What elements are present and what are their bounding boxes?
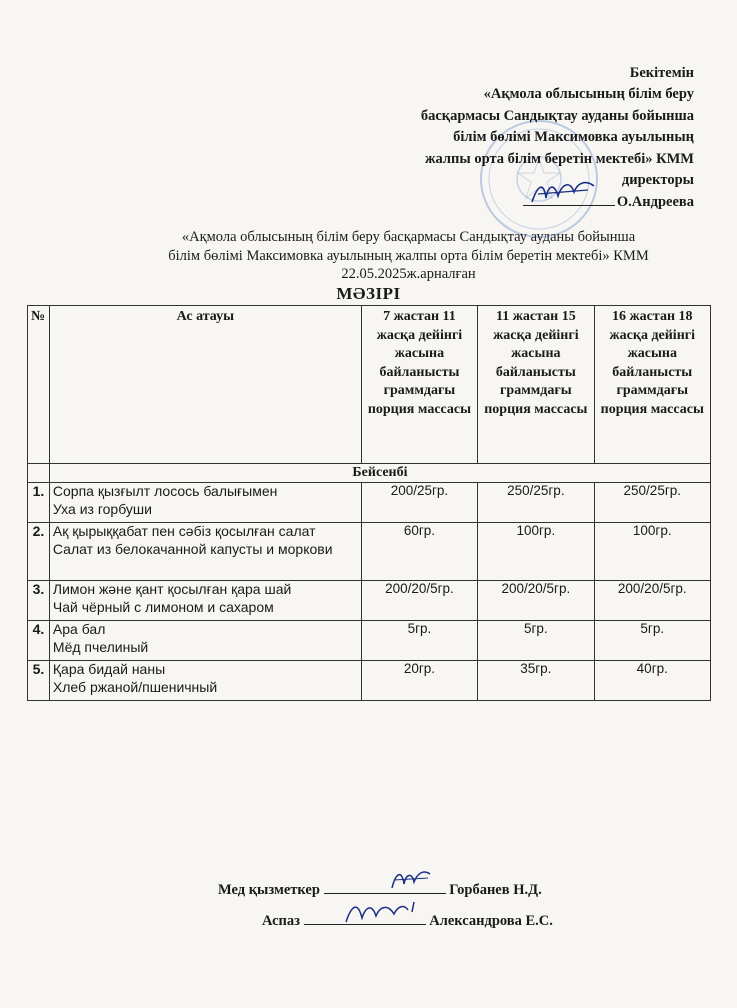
dish-name-ru: Хлеб ржаной/пшеничный — [52, 678, 218, 695]
portion-16-18: 200/20/5гр. — [594, 581, 710, 621]
dish-name — [49, 621, 361, 661]
dish-name — [49, 661, 361, 701]
day-label: Бейсенбі — [49, 464, 710, 483]
portion-7-11: 20гр. — [361, 661, 477, 701]
row-number: 5. — [28, 661, 50, 701]
dish-name-ru: Чай чёрный с лимоном и сахаром — [52, 598, 274, 615]
director-signature — [528, 176, 598, 210]
dish-name — [49, 581, 361, 621]
dish-name — [49, 523, 361, 581]
table-row — [28, 581, 711, 621]
approval-line: білім бөлімі Максимовка ауылының — [453, 129, 694, 146]
nurse-label: Мед қызметкер — [218, 882, 320, 898]
portion-11-15: 100гр. — [478, 523, 594, 581]
row-number: 1. — [28, 483, 50, 523]
org-line-2: білім бөлімі Максимовка ауылының жалпы орта білім беретін мектебі» КММ — [168, 247, 649, 264]
approval-line: басқармасы Сандықтау ауданы бойынша — [420, 107, 694, 124]
portion-7-11: 200/20/5гр. — [361, 581, 477, 621]
dish-name-ru: Мёд пчелиный — [52, 638, 149, 655]
dish-name-ru: Салат из белокачанной капусты и моркови — [52, 540, 333, 557]
org-line-1: «Ақмола облысының білім беру басқармасы Сандықтау ауданы бойынша — [181, 229, 636, 245]
menu-title: МӘЗІРІ — [336, 284, 401, 303]
portion-11-15: 250/25гр. — [478, 483, 594, 523]
row-number: 2. — [28, 523, 50, 581]
table-row — [28, 621, 711, 661]
dish-name-kz: Сорпа қызғылт лосось балығымен — [52, 483, 278, 499]
dish-name — [49, 483, 361, 523]
row-number: 3. — [28, 581, 50, 621]
table-row — [28, 523, 711, 581]
approval-line: жалпы орта білім беретін мектебі» КММ — [425, 150, 694, 167]
cook-signature-line — [262, 910, 737, 930]
cook-name: Александрова Е.С. — [429, 913, 553, 929]
portion-11-15: 35гр. — [478, 661, 594, 701]
approval-line: «Ақмола облысының білім беру — [483, 86, 694, 103]
portion-7-11: 5гр. — [361, 621, 477, 661]
dish-name-ru: Уха из горбуши — [52, 500, 152, 517]
row-number: 4. — [28, 621, 50, 661]
portion-7-11: 200/25гр. — [361, 483, 477, 523]
table-row — [28, 483, 711, 523]
menu-table — [27, 305, 711, 701]
cook-label: Аспаз — [262, 913, 300, 929]
dish-name-kz: Лимон және қант қосылған қара шай — [52, 581, 292, 597]
header-name: Ас атауы — [49, 306, 361, 464]
header-col-7-11: 7 жастан 11 жасқа дейінгі жасына байланысты граммдағы порция массасы — [361, 306, 477, 464]
date-line: 22.05.2025ж.арналған — [341, 266, 476, 283]
dish-name-kz: Қара бидай наны — [52, 661, 166, 677]
table-row — [28, 661, 711, 701]
approval-line: директоры — [621, 172, 694, 189]
dish-name-kz: Ақ қырыққабат пен сәбіз қосылған салат — [52, 523, 316, 539]
director-name: О.Андреева — [616, 194, 694, 211]
portion-11-15: 5гр. — [478, 621, 594, 661]
cook-signature — [342, 898, 420, 928]
portion-7-11: 60гр. — [361, 523, 477, 581]
approval-line: Бекітемін — [629, 65, 694, 81]
header-col-11-15: 11 жастан 15 жасқа дейінгі жасына байланысты граммдағы порция массасы — [478, 306, 594, 464]
header-col-16-18: 16 жастан 18 жасқа дейінгі жасына байланысты граммдағы порция массасы — [594, 306, 710, 464]
portion-16-18: 5гр. — [594, 621, 710, 661]
header-no: № — [28, 306, 50, 464]
portion-16-18: 40гр. — [594, 661, 710, 701]
nurse-signature — [388, 866, 434, 892]
portion-16-18: 100гр. — [594, 523, 710, 581]
day-row-empty — [28, 464, 50, 483]
portion-11-15: 200/20/5гр. — [478, 581, 594, 621]
table-header-row — [28, 306, 711, 464]
day-row — [28, 464, 711, 483]
organization-heading — [40, 228, 737, 284]
portion-16-18: 250/25гр. — [594, 483, 710, 523]
nurse-name: Горбанев Н.Д. — [449, 882, 542, 898]
dish-name-kz: Ара бал — [52, 621, 106, 637]
nurse-signature-line — [218, 879, 737, 899]
